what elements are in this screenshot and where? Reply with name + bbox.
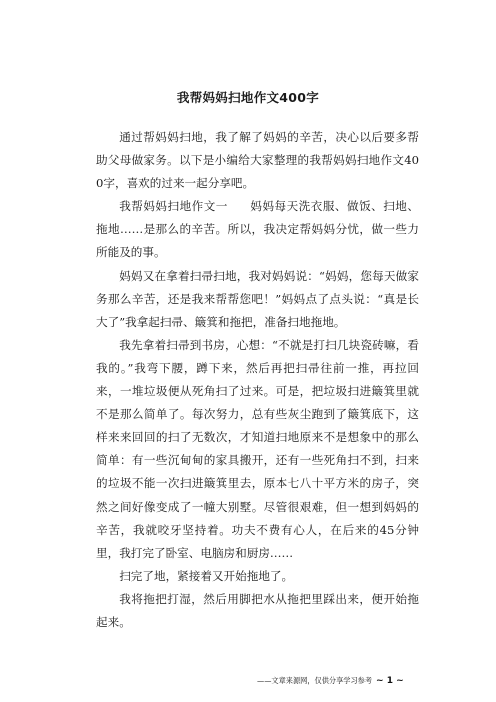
paragraph-section-1-text: 妈妈每天洗衣服、做饭、扫地、拖地……是那么的辛苦。所以，我决定帮妈妈分忧，做一些力所能及的事。 xyxy=(96,199,419,260)
paragraph-5: 扫完了地，紧接着又开始拖地了。 xyxy=(119,568,294,583)
section-heading: 我帮妈妈扫地作文一 xyxy=(119,199,228,214)
paragraph-intro: 通过帮妈妈扫地，我了解了妈妈的辛苦，决心以后要多帮助父母做家务。以下是小编给大家整理的我帮妈妈扫地作文400字，喜欢的过来一起分享吧。 xyxy=(96,130,419,191)
page-footer xyxy=(257,676,404,686)
paragraph-6: 我将拖把打湿，然后用脚把水从拖把里踩出来，便开始拖起来。 xyxy=(96,591,419,629)
page-number: ~ 1 ~ xyxy=(376,676,404,686)
paragraph-3: 妈妈又在拿着扫帚扫地，我对妈妈说：“妈妈，您每天做家务那么辛苦，还是我来帮帮您吧！”妈妈点了点头说：“真是长大了”我拿起扫帚、簸箕和拖把，准备扫地拖地。 xyxy=(96,268,419,329)
document-body xyxy=(96,126,419,634)
footer-source-note: ——文章来源网，仅供分享学习参考 xyxy=(257,676,373,685)
paragraph-section-1 xyxy=(96,195,419,264)
paragraph-4: 我先拿着扫帚到书房，心想：“不就是打扫几块瓷砖嘛，看我的。”我弯下腰，蹲下来，然后再把扫帚往前一推，再拉回来，一堆垃圾便从死角扫了过来。可是，把垃圾扫进簸箕里就不是那么简单了。每次努力，总有些灰尘跑到了簸箕底下，这样来来回回的扫了无数次，才知道扫地原来不是想象中的那么简单：有一些沉甸甸的家具搬开，还有一些死角扫不到，扫来的垃圾不能一次扫进簸箕里去，原本七八十平方米的房子，突然之间好像变成了一幢大别墅。尽管很艰难，但一想到妈妈的辛苦，我就咬牙坚持着。功夫不费有心人，在后来的45分钟里，我打完了卧室、电脑房和厨房…… xyxy=(96,337,419,560)
document-title: 我帮妈妈扫地作文400字 xyxy=(176,90,320,105)
